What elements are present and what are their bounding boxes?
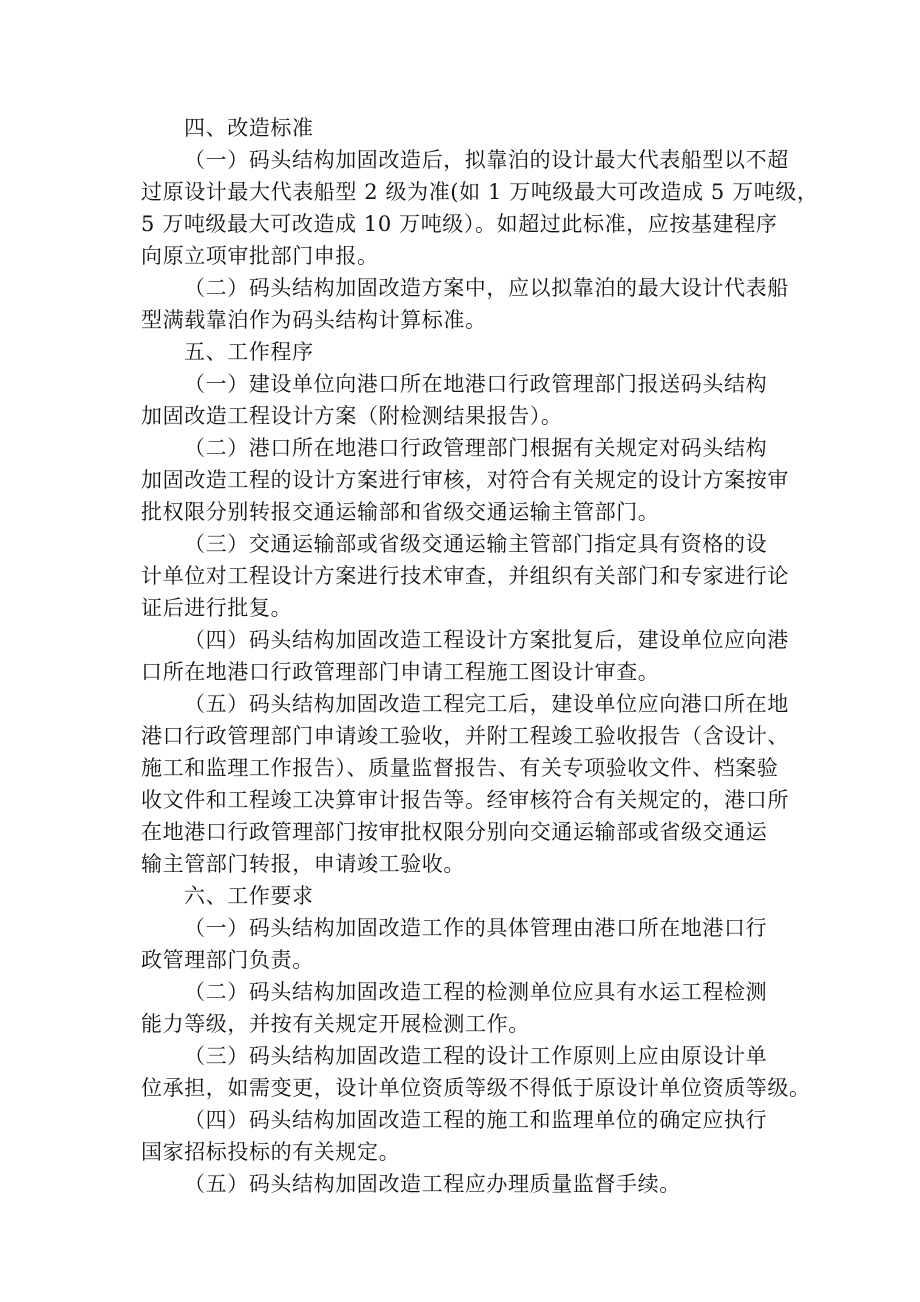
- paragraph-line: （五）码头结构加固改造工程应办理质量监督手续。: [184, 1172, 681, 1196]
- section-heading: 六、工作要求: [184, 884, 314, 908]
- paragraph-line: 批权限分别转报交通运输部和省级交通运输主管部门。: [141, 500, 660, 524]
- paragraph-line: 证后进行批复。: [141, 596, 293, 620]
- paragraph-line: （一）建设单位向港口所在地港口行政管理部门报送码头结构: [184, 372, 768, 396]
- paragraph-line: 港口行政管理部门申请竣工验收，并附工程竣工验收报告（含设计、: [141, 724, 789, 748]
- paragraph-line: 5 万吨级最大可改造成 10 万吨级）。如超过此标准，应按基建程序: [141, 212, 778, 236]
- paragraph-line: 施工和监理工作报告）、质量监督报告、有关专项验收文件、档案验: [141, 756, 779, 780]
- paragraph-line: （五）码头结构加固改造工程完工后，建设单位应向港口所在地: [184, 692, 789, 716]
- section-heading: 四、改造标准: [184, 116, 314, 140]
- paragraph-line: （一）码头结构加固改造后，拟靠泊的设计最大代表船型以不超: [184, 148, 789, 172]
- paragraph-line: 在地港口行政管理部门按审批权限分别向交通运输部或省级交通运: [141, 820, 768, 844]
- paragraph-line: 口所在地港口行政管理部门申请工程施工图设计审查。: [141, 660, 660, 684]
- paragraph-line: 国家招标投标的有关规定。: [141, 1140, 401, 1164]
- paragraph-line: 收文件和工程竣工决算审计报告等。经审核符合有关规定的，港口所: [141, 788, 789, 812]
- paragraph-line: （三）码头结构加固改造工程的设计工作原则上应由原设计单: [184, 1044, 768, 1068]
- paragraph-line: 过原设计最大代表船型 2 级为准(如 1 万吨级最大可改造成 5 万吨级，: [141, 180, 819, 204]
- section-heading: 五、工作程序: [184, 340, 314, 364]
- paragraph-line: 位承担，如需变更，设计单位资质等级不得低于原设计单位资质等级。: [141, 1076, 811, 1100]
- paragraph-line: 计单位对工程设计方案进行技术审查，并组织有关部门和专家进行论: [141, 564, 789, 588]
- paragraph-line: （三）交通运输部或省级交通运输主管部门指定具有资格的设: [184, 532, 768, 556]
- paragraph-line: （二）码头结构加固改造方案中，应以拟靠泊的最大设计代表船: [184, 276, 789, 300]
- paragraph-line: （二）码头结构加固改造工程的检测单位应具有水运工程检测: [184, 980, 768, 1004]
- paragraph-line: 型满载靠泊作为码头结构计算标准。: [141, 308, 487, 332]
- paragraph-line: 输主管部门转报，申请竣工验收。: [141, 852, 465, 876]
- paragraph-line: 能力等级，并按有关规定开展检测工作。: [141, 1012, 530, 1036]
- paragraph-line: 加固改造工程的设计方案进行审核，对符合有关规定的设计方案按审: [141, 468, 789, 492]
- paragraph-line: 政管理部门负责。: [141, 948, 314, 972]
- paragraph-line: 加固改造工程设计方案（附检测结果报告）。: [141, 404, 563, 428]
- paragraph-line: 向原立项审批部门申报。: [141, 244, 379, 268]
- paragraph-line: （一）码头结构加固改造工作的具体管理由港口所在地港口行: [184, 916, 768, 940]
- paragraph-line: （四）码头结构加固改造工程的施工和监理单位的确定应执行: [184, 1108, 768, 1132]
- paragraph-line: （四）码头结构加固改造工程设计方案批复后，建设单位应向港: [184, 628, 789, 652]
- paragraph-line: （二）港口所在地港口行政管理部门根据有关规定对码头结构: [184, 436, 768, 460]
